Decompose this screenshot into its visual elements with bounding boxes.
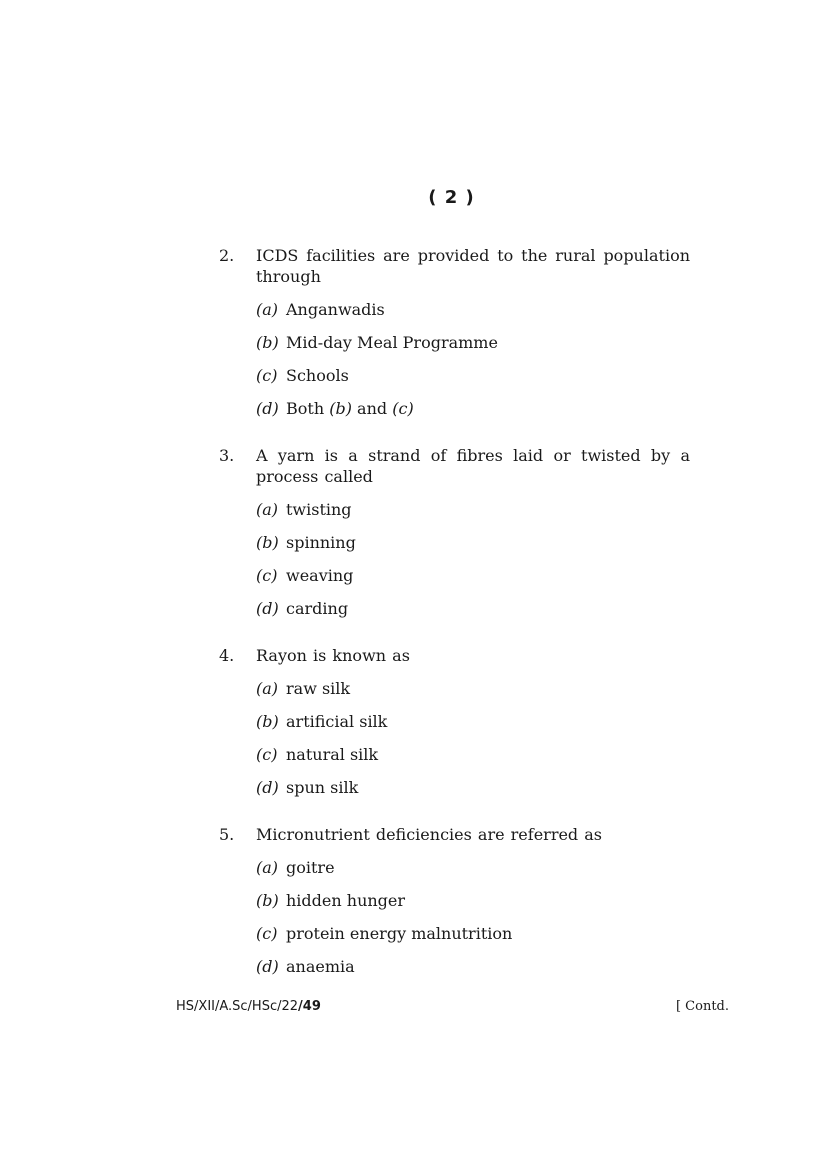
question-text: ICDS facilities are provided to the rural population through — [256, 246, 690, 286]
question-number: 5. — [219, 825, 235, 844]
option-ref: (c) — [392, 399, 414, 418]
question-3 — [219, 445, 690, 631]
option-text: carding — [286, 599, 349, 618]
option-b — [256, 532, 690, 565]
option-letter: (c) — [256, 745, 278, 764]
paper-code-prefix: HS/XII/A.Sc/HSc/22 — [176, 999, 299, 1014]
option-a — [256, 857, 690, 890]
question-number: 3. — [219, 446, 235, 465]
options-list — [256, 857, 690, 989]
option-d — [256, 598, 690, 631]
options-list — [256, 678, 690, 810]
option-letter: (d) — [256, 599, 279, 618]
option-text: spinning — [286, 533, 356, 552]
option-text: Mid-day Meal Programme — [286, 333, 498, 352]
option-b — [256, 711, 690, 744]
page-number: ( 2 ) — [428, 187, 475, 208]
option-letter: (b) — [256, 712, 279, 731]
question-text: Micronutrient deficiencies are referred as — [256, 825, 603, 844]
options-list — [256, 499, 690, 631]
option-letter: (d) — [256, 778, 279, 797]
option-letter: (b) — [256, 891, 279, 910]
question-number: 4. — [219, 646, 235, 665]
options-list — [256, 299, 690, 431]
option-text: raw silk — [286, 679, 351, 698]
option-text: anaemia — [286, 957, 355, 976]
option-c — [256, 923, 690, 956]
option-letter: (a) — [256, 679, 279, 698]
option-text: artificial silk — [286, 712, 388, 731]
option-text-mid: and — [357, 399, 388, 418]
paper-code — [176, 999, 321, 1014]
option-d — [256, 956, 690, 989]
option-letter: (c) — [256, 366, 278, 385]
option-c — [256, 744, 690, 777]
option-a — [256, 678, 690, 711]
option-text: goitre — [286, 858, 335, 877]
option-a — [256, 299, 690, 332]
option-letter: (d) — [256, 957, 279, 976]
option-text: Schools — [286, 366, 349, 385]
option-text: protein energy malnutrition — [286, 924, 513, 943]
continued-label: [ Contd. — [675, 999, 729, 1014]
option-letter: (c) — [256, 566, 278, 585]
option-text: Anganwadis — [286, 300, 385, 319]
option-text-before: Both — [286, 399, 325, 418]
option-text: natural silk — [286, 745, 379, 764]
option-a — [256, 499, 690, 532]
option-letter: (b) — [256, 333, 279, 352]
paper-code-suffix: /49 — [298, 999, 321, 1014]
option-letter: (b) — [256, 533, 279, 552]
option-d — [256, 777, 690, 810]
question-number: 2. — [219, 246, 235, 265]
option-ref: (b) — [329, 399, 352, 418]
option-text: hidden hunger — [286, 891, 406, 910]
option-letter: (a) — [256, 500, 279, 519]
question-4 — [219, 645, 690, 810]
option-c — [256, 565, 690, 598]
option-letter: (a) — [256, 858, 279, 877]
option-letter: (d) — [256, 399, 279, 418]
question-5 — [219, 824, 690, 989]
question-text: Rayon is known as — [256, 646, 410, 665]
option-b — [256, 332, 690, 365]
option-b — [256, 890, 690, 923]
option-d — [256, 398, 690, 431]
option-text: spun silk — [286, 778, 359, 797]
option-c — [256, 365, 690, 398]
option-letter: (c) — [256, 924, 278, 943]
option-letter: (a) — [256, 300, 279, 319]
question-2 — [219, 245, 690, 431]
option-text: weaving — [286, 566, 354, 585]
question-text: A yarn is a strand of fibres laid or twisted by a process called — [256, 446, 690, 486]
option-text: twisting — [286, 500, 352, 519]
